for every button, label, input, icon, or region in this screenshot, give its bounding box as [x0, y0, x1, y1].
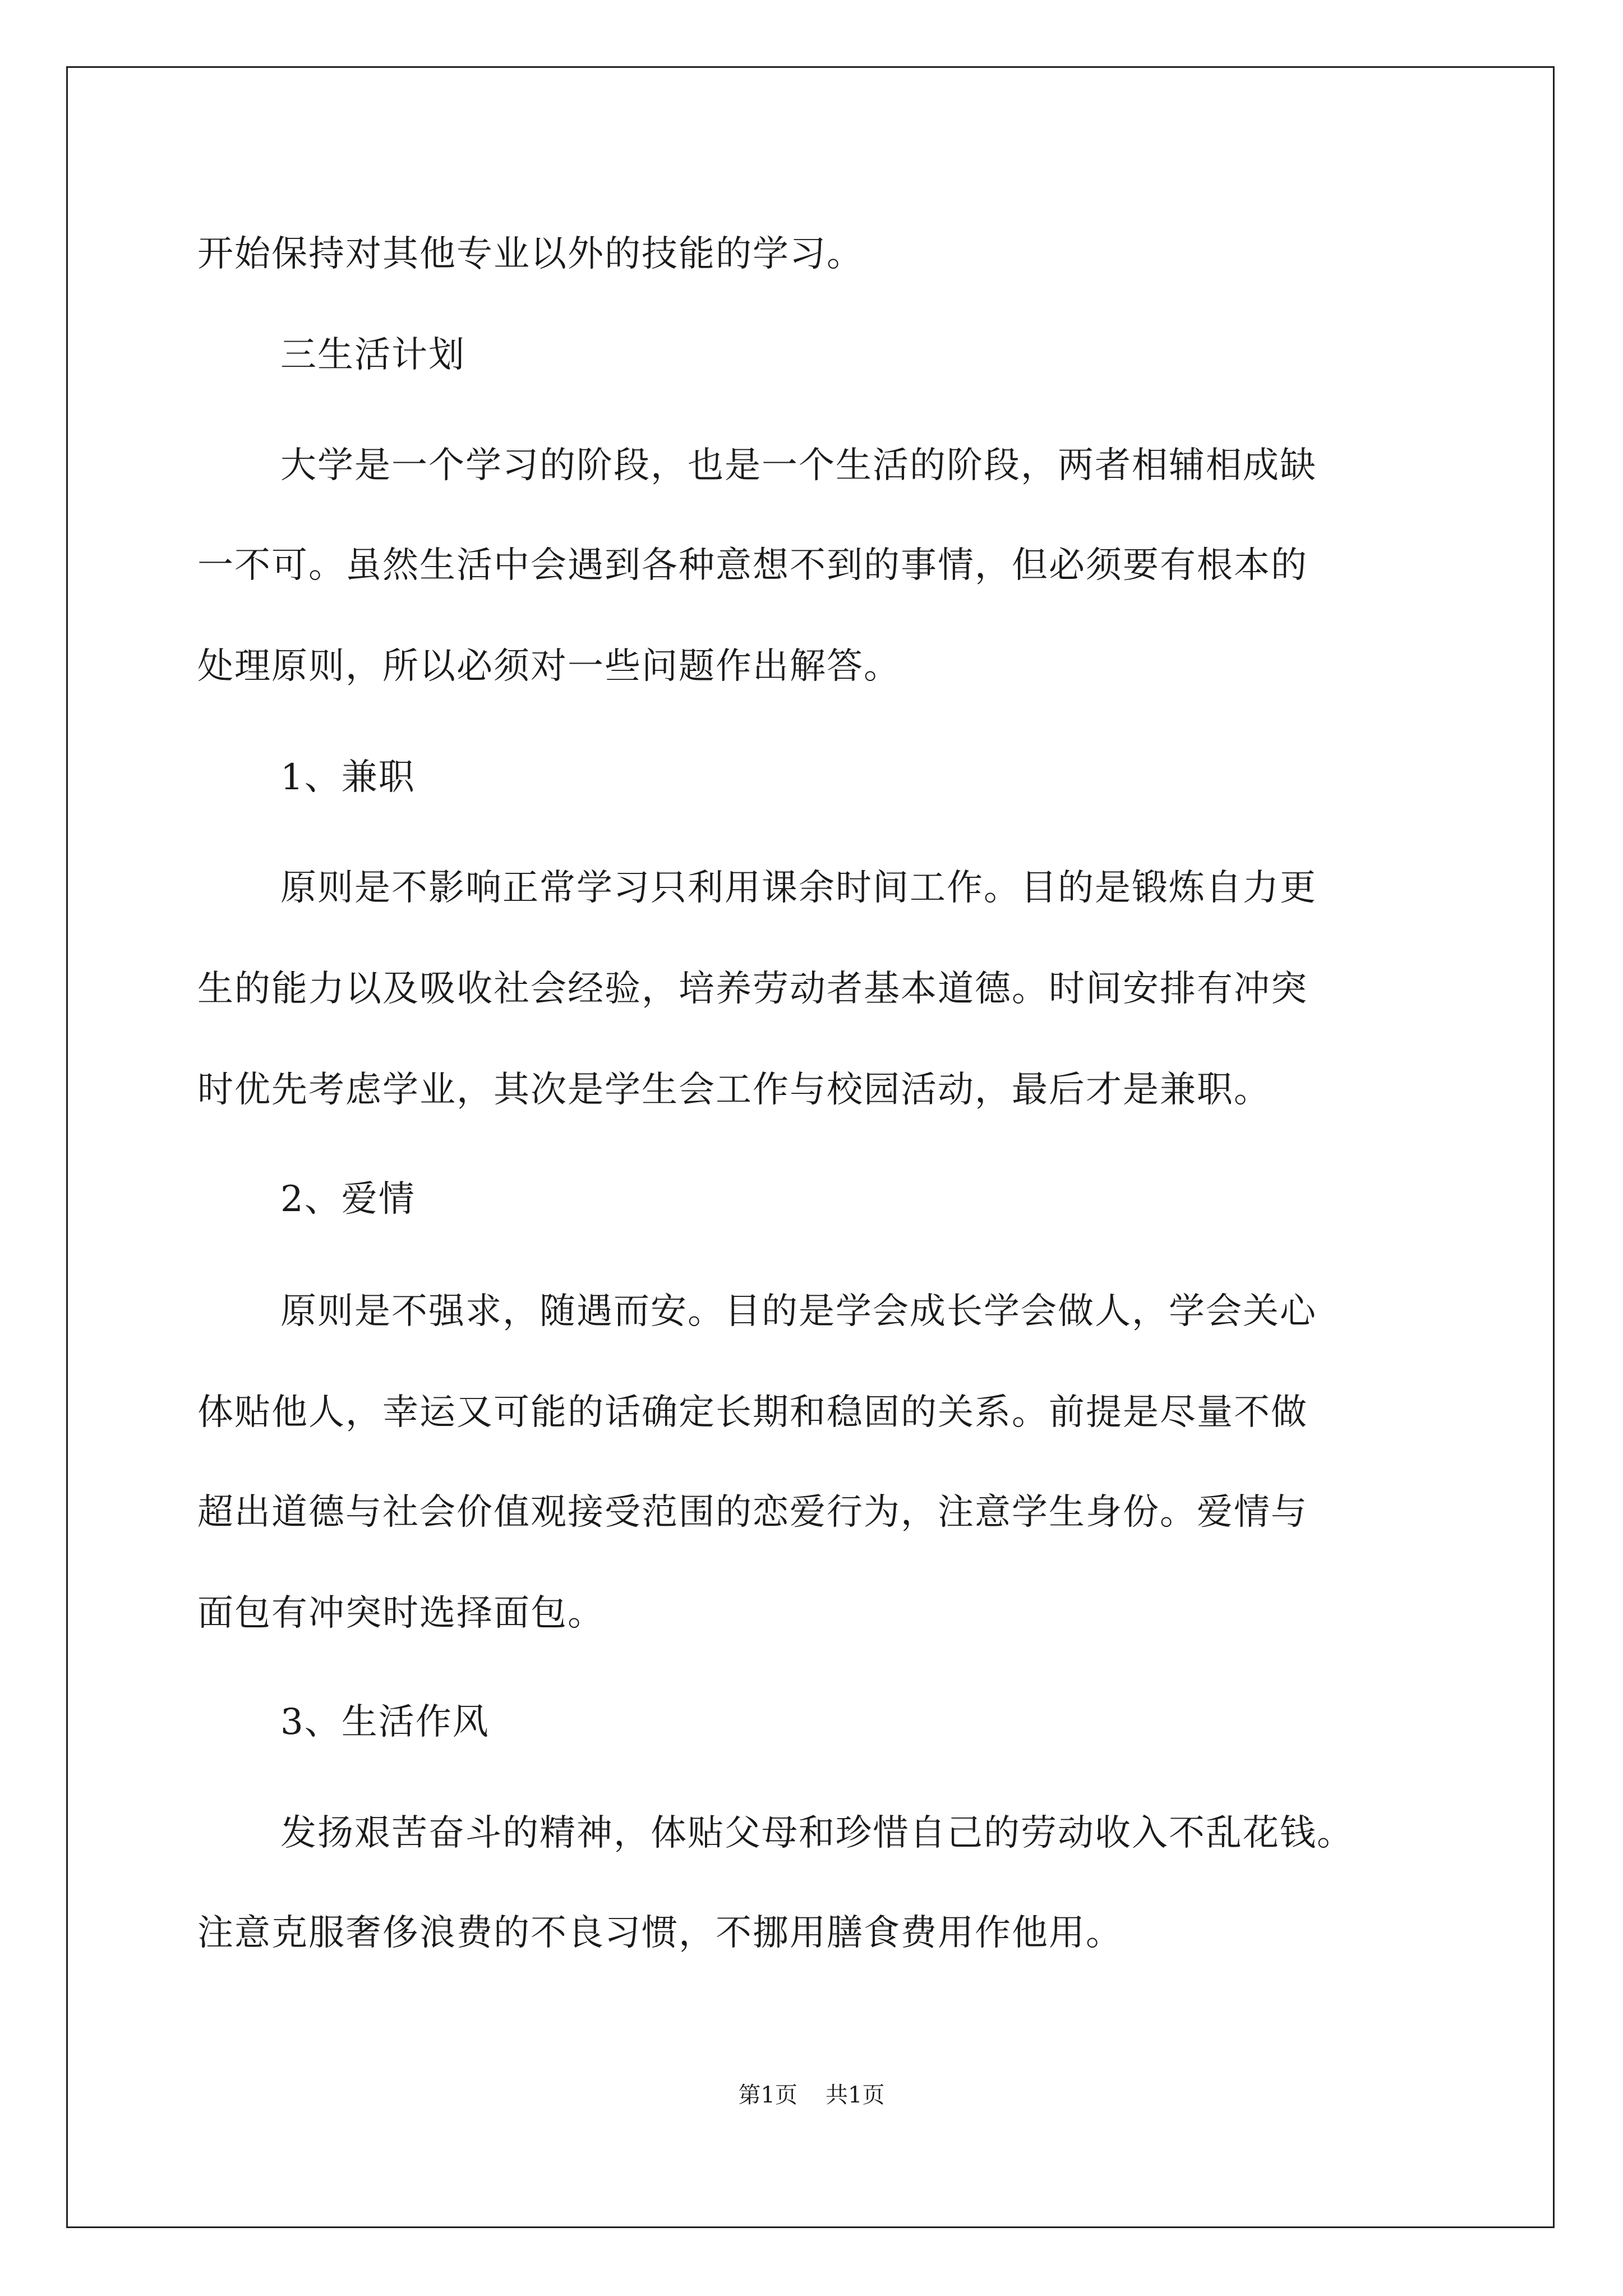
subsection-heading: 3、生活作风 [280, 1701, 490, 1743]
section-heading: 三生活计划 [280, 334, 465, 376]
paragraph-line: 原则是不强求，随遇而安。目的是学会成长学会做人，学会关心 [280, 1291, 1317, 1332]
subsection-heading: 2、爱情 [280, 1179, 416, 1220]
paragraph-line: 一不可。虽然生活中会遇到各种意想不到的事情，但必须要有根本的 [197, 545, 1308, 586]
subsection-heading: 1、兼职 [280, 757, 416, 798]
page-footer [0, 2078, 1623, 2112]
paragraph-line: 时优先考虑学业，其次是学生会工作与校园活动，最后才是兼职。 [197, 1069, 1271, 1111]
paragraph-line: 大学是一个学习的阶段，也是一个生活的阶段，两者相辅相成缺 [280, 445, 1317, 486]
paragraph-line: 超出道德与社会价值观接受范围的恋爱行为，注意学生身份。爱情与 [197, 1492, 1308, 1533]
paragraph-line: 原则是不影响正常学习只利用课余时间工作。目的是锻炼自力更 [280, 867, 1317, 909]
paragraph-line: 开始保持对其他专业以外的技能的学习。 [197, 233, 864, 275]
page-number: 第1页 [738, 2082, 797, 2108]
paragraph-line: 生的能力以及吸收社会经验，培养劳动者基本道德。时间安排有冲突 [197, 968, 1308, 1010]
paragraph-line: 注意克服奢侈浪费的不良习惯，不挪用膳食费用作他用。 [197, 1912, 1123, 1954]
page-total: 共1页 [826, 2082, 885, 2108]
paragraph-line: 体贴他人，幸运又可能的话确定长期和稳固的关系。前提是尽量不做 [197, 1392, 1308, 1433]
paragraph-line: 发扬艰苦奋斗的精神，体贴父母和珍惜自己的劳动收入不乱花钱。 [280, 1812, 1354, 1854]
page-border [66, 66, 1555, 2228]
paragraph-line: 处理原则，所以必须对一些问题作出解答。 [197, 646, 901, 687]
paragraph-line: 面包有冲突时选择面包。 [197, 1593, 605, 1634]
